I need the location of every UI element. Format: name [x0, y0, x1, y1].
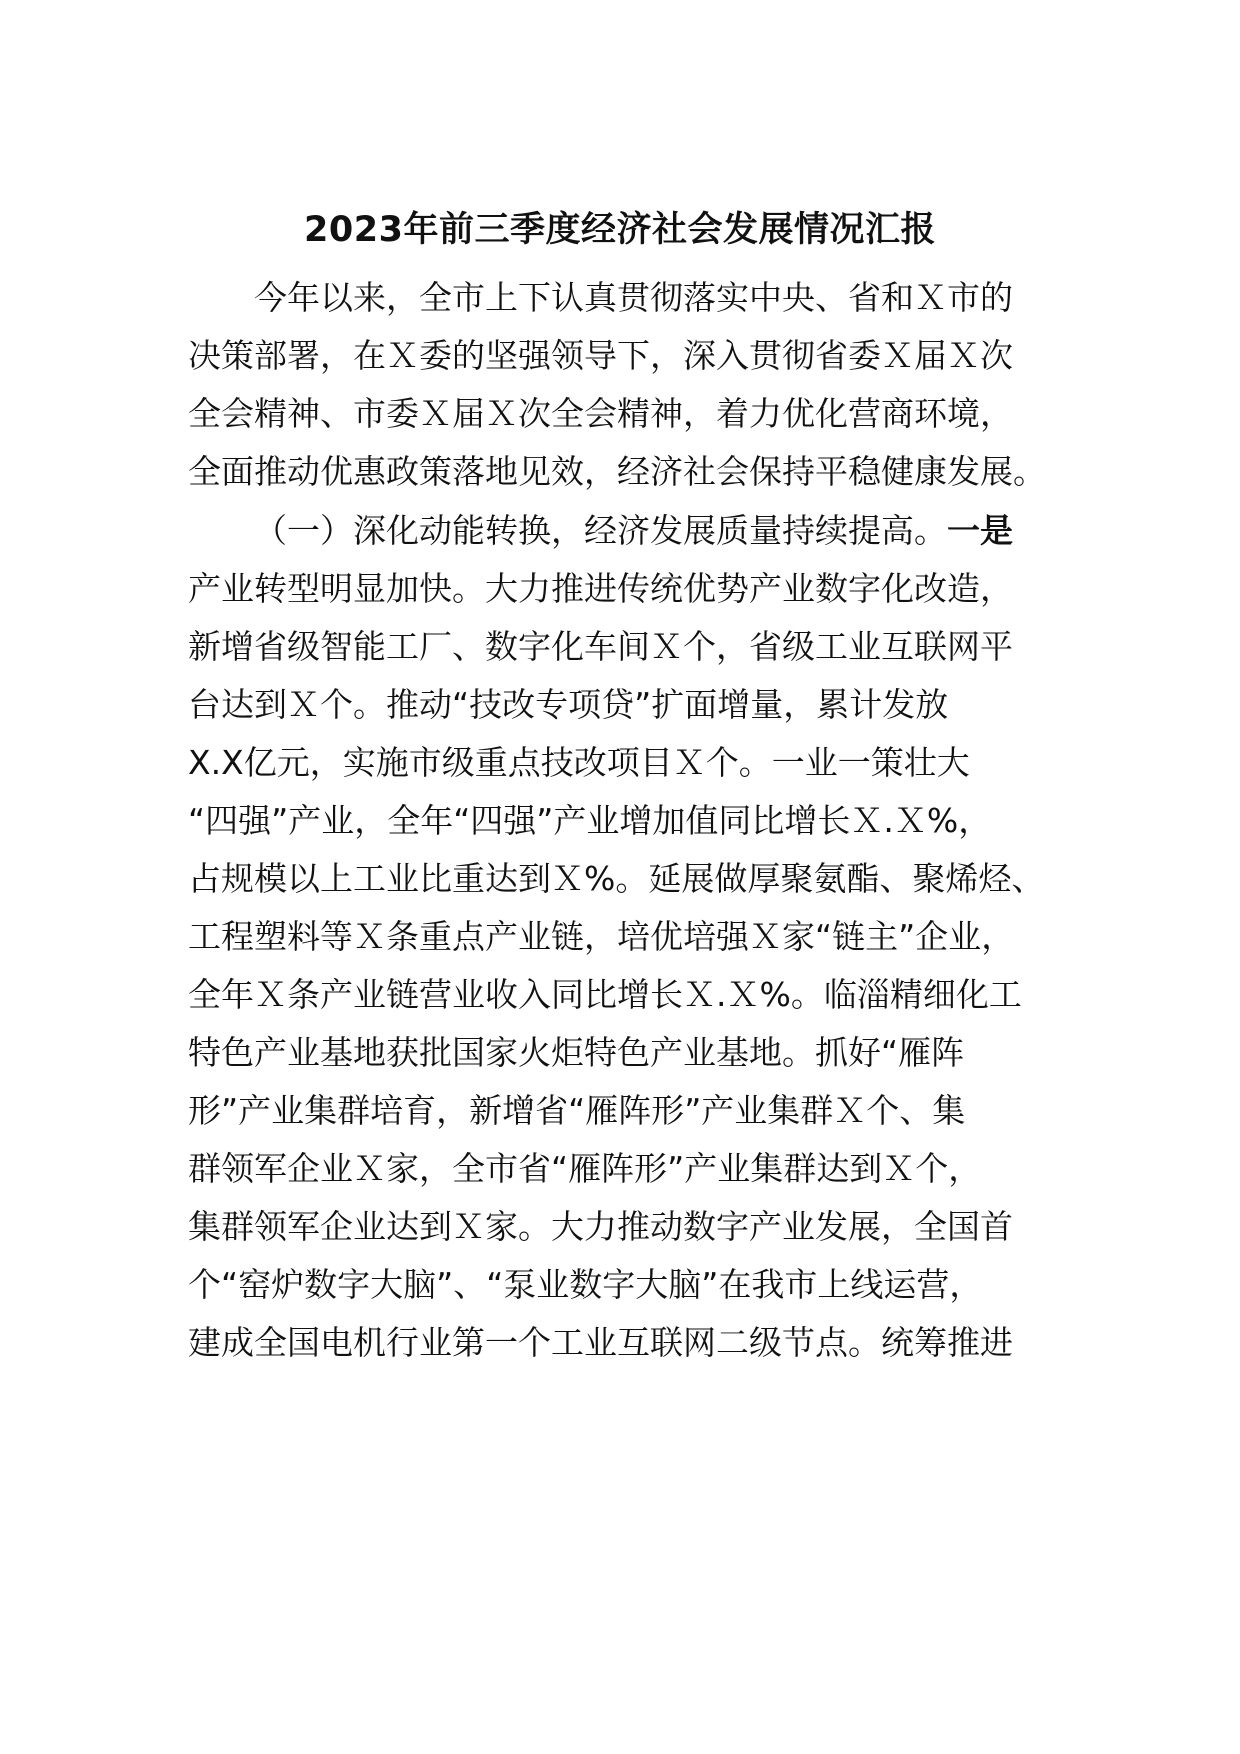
- bold-lead-in: 一是: [947, 511, 1013, 550]
- paragraph-line: 占规模以上工业比重达到Ｘ%。延展做厚聚氨酯、聚烯烃、: [188, 859, 1045, 898]
- paragraph-line: 台达到Ｘ个。推动“技改专项贷”扩面增量，累计发放: [188, 685, 949, 724]
- document-title: 2023年前三季度经济社会发展情况汇报: [304, 210, 936, 250]
- paragraph-line: 群领军企业Ｘ家，全市省“雁阵形”产业集群达到Ｘ个，: [188, 1149, 982, 1188]
- paragraph-line: 全年Ｘ条产业链营业收入同比增长Ｘ.Ｘ%。临淄精细化工: [188, 975, 1022, 1014]
- section-heading-line: [254, 508, 1013, 554]
- paragraph-line: 决策部署，在Ｘ委的坚强领导下，深入贯彻省委Ｘ届Ｘ次: [188, 336, 1013, 375]
- section-heading: （一）深化动能转换，经济发展质量持续提高。: [254, 511, 947, 550]
- paragraph-line: 工程塑料等Ｘ条重点产业链，培优培强Ｘ家“链主”企业，: [188, 917, 1015, 956]
- paragraph-line: X.X亿元，实施市级重点技改项目Ｘ个。一业一策壮大: [188, 743, 970, 782]
- paragraph-line: 产业转型明显加快。大力推进传统优势产业数字化改造，: [188, 569, 1013, 608]
- paragraph-line: 集群领军企业达到Ｘ家。大力推动数字产业发展，全国首: [188, 1207, 1013, 1246]
- paragraph-line: 建成全国电机行业第一个工业互联网二级节点。统筹推进: [188, 1323, 1013, 1362]
- paragraph-line: 全面推动优惠政策落地见效，经济社会保持平稳健康发展。: [188, 452, 1046, 491]
- paragraph-line: 个“窑炉数字大脑”、“泵业数字大脑”在我市上线运营，: [188, 1265, 983, 1304]
- paragraph-line: 今年以来，全市上下认真贯彻落实中央、省和Ｘ市的: [254, 278, 1013, 317]
- paragraph-line: 特色产业基地获批国家火炬特色产业基地。抓好“雁阵: [188, 1033, 965, 1072]
- paragraph-line: 形”产业集群培育，新增省“雁阵形”产业集群Ｘ个、集: [188, 1091, 966, 1130]
- paragraph-line: “四强”产业，全年“四强”产业增加值同比增长Ｘ.Ｘ%，: [188, 801, 992, 840]
- paragraph-line: 全会精神、市委Ｘ届Ｘ次全会精神，着力优化营商环境，: [188, 394, 1013, 433]
- paragraph-line: 新增省级智能工厂、数字化车间Ｘ个，省级工业互联网平: [188, 627, 1013, 666]
